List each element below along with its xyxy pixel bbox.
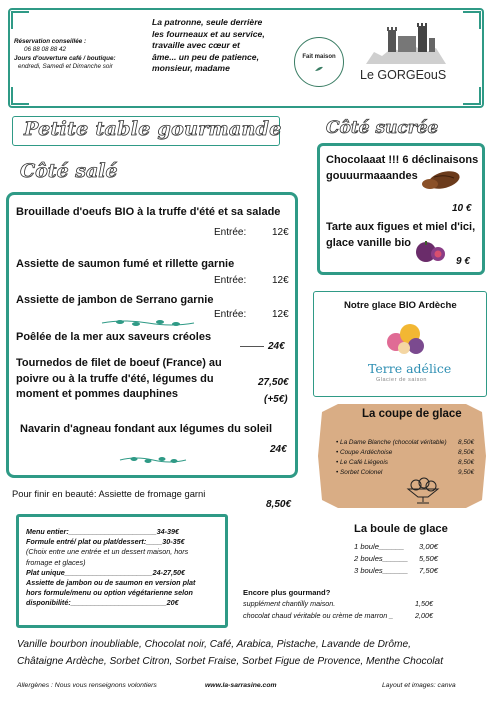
cheese-price: 8,50€ <box>266 499 292 510</box>
flavor-line: Vanille bourbon inoubliable, Chocolat noir, Café, Arabica, Pistache, Lavande de Drôme, <box>17 639 411 650</box>
list-item <box>243 610 433 622</box>
cheese-plate: Pour finir en beauté: Assiette de fromage garni <box>12 488 206 499</box>
entree-label: Entrée: <box>214 275 247 286</box>
opening-days-label: Jours d'ouverture café / boutique: <box>14 54 116 62</box>
corner-ornament <box>11 87 29 105</box>
extra-label: chocolat chaud véritable ou crème de marron _ <box>243 611 394 620</box>
menu-line: fromage et glaces) <box>26 557 86 567</box>
coupe-price: 8,50€ <box>458 449 474 456</box>
cocoa-icon <box>420 168 462 192</box>
coupe-name: • Le Café Liégeois <box>336 459 388 466</box>
vine-divider-icon <box>100 318 196 328</box>
dessert-line: Chocolaaat !!! 6 déclinaisons <box>326 154 479 166</box>
extra-price: 1,50€ <box>415 599 433 608</box>
entree-label: Entrée: <box>214 227 247 238</box>
list-item <box>354 553 438 565</box>
dish-price: 27,50€ <box>258 377 289 388</box>
menu-line: disponibilité:________________________20€ <box>26 598 179 608</box>
coupe-price: 8,50€ <box>458 459 474 466</box>
scoop-title: La boule de glace <box>354 523 448 535</box>
fait-maison-badge <box>294 37 344 87</box>
corner-ornament <box>463 11 481 29</box>
organic-icecream-title: Notre glace BIO Ardèche <box>344 300 457 311</box>
menu-line: hors formule/menu ou option végétarienne selon <box>26 588 193 598</box>
extra-label: supplément chantilly maison. <box>243 599 336 608</box>
allergen-note: Allergènes : Nous vous renseignons volontiers <box>17 682 157 689</box>
list-item <box>243 598 433 610</box>
brand-logo-text: Le GORGEouS <box>360 68 447 82</box>
list-item <box>336 458 474 468</box>
corner-ornament <box>463 87 481 105</box>
coupe-name: • La Dame Blanche (chocolat véritable) <box>336 439 447 446</box>
owner-quote <box>152 17 292 75</box>
corner-ornament <box>11 11 29 29</box>
dish-price: 12€ <box>272 227 289 238</box>
list-item <box>336 438 474 448</box>
quote-line: les fourneaux et au service, <box>152 28 265 39</box>
dish-price: 12€ <box>272 275 289 286</box>
extras-title: Encore plus gourmand? <box>243 588 331 597</box>
petite-table-title: Petite table gourmande <box>24 118 282 140</box>
coupe-price: 8,50€ <box>458 439 474 446</box>
scoop-list <box>354 541 438 577</box>
quote-line: âme... un peu de patience, <box>152 51 259 62</box>
list-item <box>336 448 474 458</box>
dish-line: poivre ou à la truffe d'été, légumes du <box>16 372 214 385</box>
scoop-price: 5,50€ <box>418 554 438 563</box>
dish-name: Assiette de jambon de Serrano garnie <box>16 294 214 306</box>
quote-line: travaille avec cœur et <box>152 40 240 51</box>
coupe-name: • Coupe Ardéchoise <box>336 449 393 456</box>
scoop-price: 3,00€ <box>418 542 438 551</box>
supplier-tagline: Glacier de saison <box>376 377 427 383</box>
fig-icon <box>414 236 446 264</box>
menu-line: Formule entré/ plat ou plat/dessert:____30-35€ <box>26 537 185 547</box>
contact-info <box>14 38 134 71</box>
opening-days: endredi, Samedi et Dimanche soir <box>18 62 113 70</box>
dessert-line: gouuurmaaandes <box>326 169 418 182</box>
set-menu-list <box>26 527 222 609</box>
price-dash <box>240 346 264 347</box>
phone-number: 06 88 08 88 42 <box>24 46 67 54</box>
flavor-list <box>17 636 495 670</box>
dish-name: Poêlée de la mer aux saveurs créoles <box>16 331 212 343</box>
coupe-title: La coupe de glace <box>362 408 462 420</box>
leaf-icon <box>314 66 324 72</box>
dish-name: Navarin d'agneau fondant aux légumes du soleil <box>20 423 273 435</box>
dessert-line: glace vanille bio <box>326 236 411 249</box>
coupe-list <box>336 438 474 478</box>
scoop-label: 3 boules______ <box>354 566 409 575</box>
dessert-name <box>326 220 486 251</box>
dish-name: Assiette de saumon fumé et rillette garnie <box>16 258 235 270</box>
scoop-label: 2 boules______ <box>354 554 409 563</box>
reservation-label: Réservation conseillée : <box>14 38 87 45</box>
dish-name: Brouillade d'oeufs BIO à la truffe d'été et sa salade <box>16 206 281 218</box>
dish-price: 24€ <box>270 444 287 455</box>
supplier-brand: Terre adélice <box>368 361 452 376</box>
dish-name <box>16 356 222 403</box>
dessert-price: 9 € <box>456 256 470 267</box>
castle-logo-icon <box>362 22 448 66</box>
website-link[interactable]: www.la-sarrasine.com <box>205 682 277 689</box>
dessert-name <box>326 153 486 184</box>
menu-line: Menu entier:______________________34-39€ <box>26 527 180 536</box>
quote-line: monsieur, madame <box>152 63 230 74</box>
extras-list <box>243 598 433 622</box>
dish-price: 24€ <box>268 341 285 352</box>
vine-divider-icon <box>118 455 188 465</box>
scoop-label: 1 boule______ <box>354 542 405 551</box>
entree-label: Entrée: <box>214 309 247 320</box>
list-item <box>354 565 438 577</box>
dish-price-extra: (+5€) <box>264 394 288 405</box>
quote-line: La patronne, seule derrière <box>152 17 263 27</box>
coupe-price: 9,50€ <box>458 469 474 476</box>
list-item <box>354 541 438 553</box>
dish-line: Tournedos de filet de boeuf (France) au <box>16 357 222 369</box>
menu-line: Assiette de jambon ou de saumon en version plat <box>26 578 196 588</box>
dessert-line: Tarte aux figues et miel d'ici, <box>326 221 476 233</box>
cote-sale-title: Côté salé <box>20 160 118 182</box>
dish-line: moment et pommes dauphines <box>16 388 178 400</box>
dessert-price: 10 € <box>452 203 472 214</box>
flavor-line: Châtaigne Ardèche, Sorbet Citron, Sorbet Fraise, Sorbet Figue de Provence, Menthe Chocolat <box>17 656 444 667</box>
menu-line: (Choix entre une entrée et un dessert maison, hors <box>26 547 189 557</box>
menu-line: Plat unique______________________24-27,50€ <box>26 567 186 577</box>
sundae-icon <box>404 477 442 505</box>
dish-price: 12€ <box>272 309 289 320</box>
coupe-name: • Sorbet Colonel <box>336 469 383 476</box>
scoop-price: 7,50€ <box>418 566 438 575</box>
cote-sucree-title: Côté sucrée <box>326 118 439 138</box>
design-credit: Layout et images: canva <box>382 682 456 689</box>
icecream-scoops-icon <box>384 320 428 356</box>
extra-price: 2,00€ <box>415 611 433 620</box>
badge-label: Fait maison <box>302 54 336 60</box>
